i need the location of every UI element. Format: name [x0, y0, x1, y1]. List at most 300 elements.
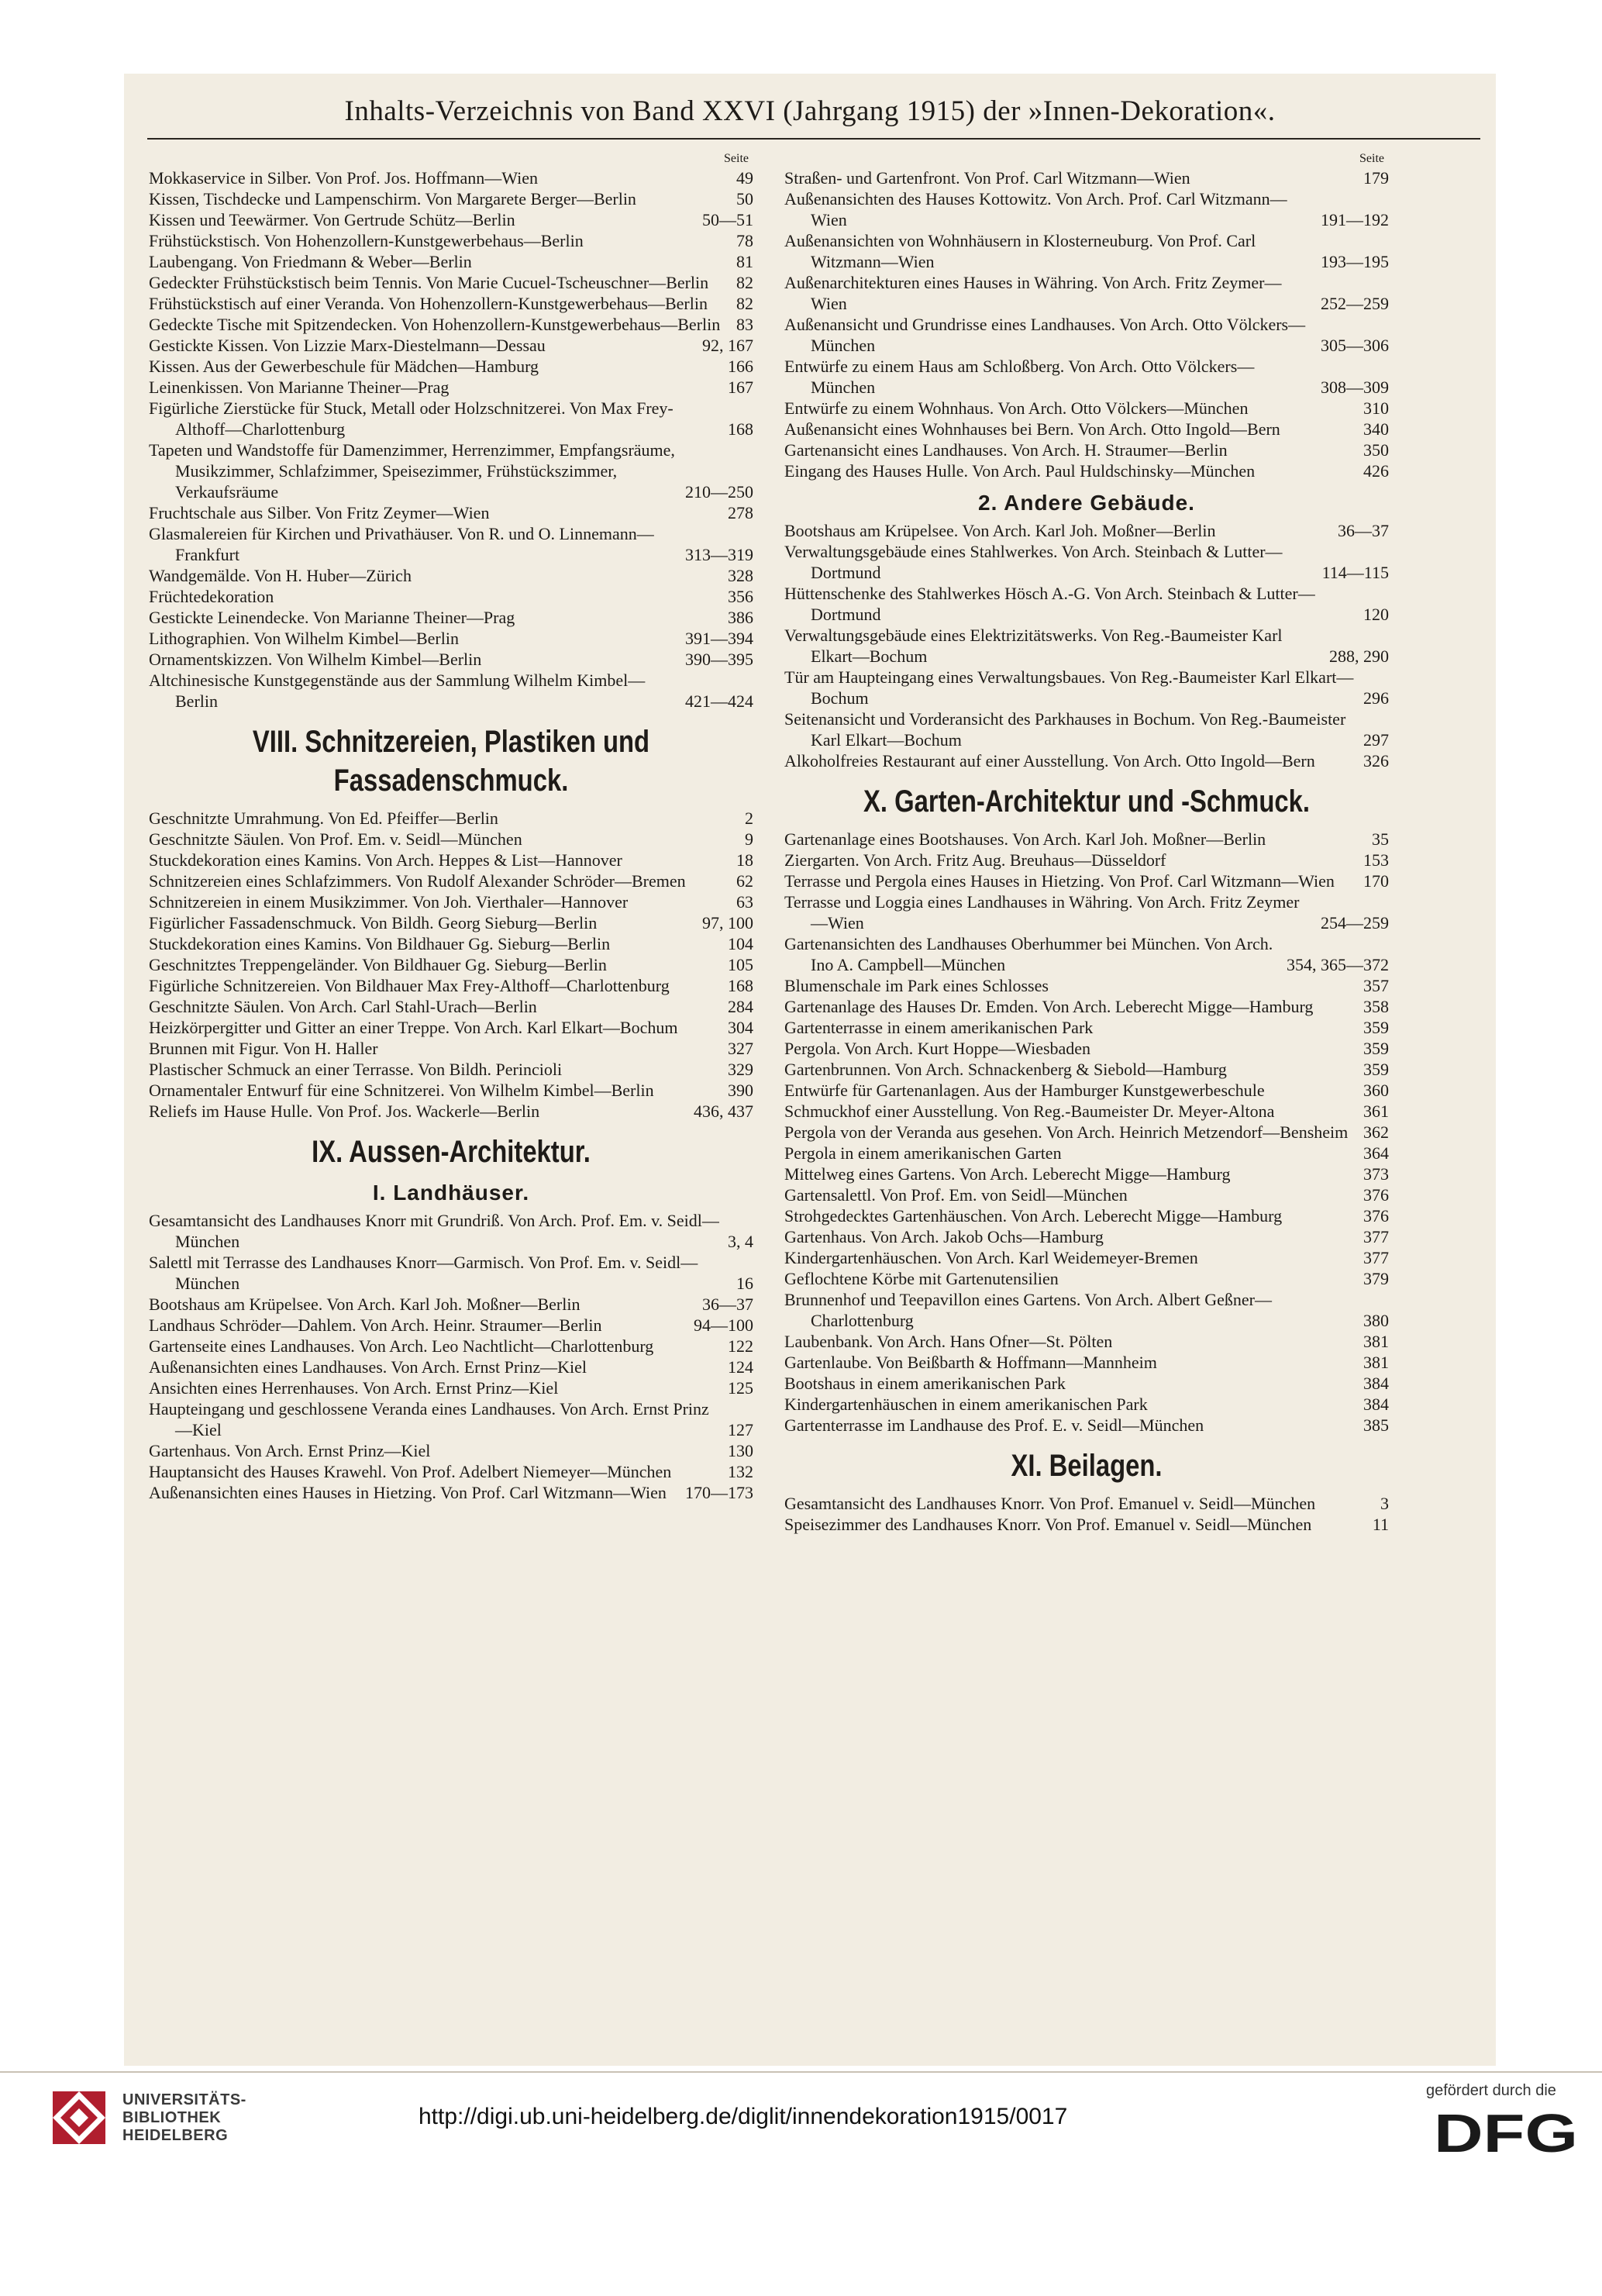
entry-page: 391—394 [685, 629, 753, 648]
right-column [784, 152, 1389, 1535]
entry-title: Straßen- und Gartenfront. Von Prof. Carl Witzmann—Wien [784, 168, 1190, 188]
entry-title: Mittelweg eines Gartens. Von Arch. Leberecht Migge—Hamburg [784, 1164, 1231, 1184]
entry-page: 385 [1363, 1415, 1389, 1435]
toc-entry [784, 520, 1389, 541]
toc-entry [149, 1080, 753, 1101]
entry-title: Verwaltungsgebäude eines Stahlwerkes. Von Arch. Steinbach & Lutter—Dortmund [784, 542, 1283, 582]
entry-title: Plastischer Schmuck an einer Terrasse. Von Bildh. Perincioli [149, 1060, 563, 1079]
entry-title: Kissen und Teewärmer. Von Gertrude Schütz—Berlin [149, 210, 515, 229]
entry-title: Außenansicht und Grundrisse eines Landhauses. Von Arch. Otto Völckers—München [784, 315, 1306, 355]
entry-page: 328 [728, 566, 753, 585]
toc-entry [784, 583, 1389, 625]
toc-entry [149, 1017, 753, 1038]
entry-page: 62 [736, 871, 753, 891]
entry-title: Kindergartenhäuschen in einem amerikanischen Park [784, 1394, 1148, 1414]
entry-title: Gartenansicht eines Landhauses. Von Arch. H. Straumer—Berlin [784, 440, 1228, 460]
entry-page: 359 [1363, 1039, 1389, 1058]
toc-entry [784, 1373, 1389, 1394]
entry-title: Kissen, Tischdecke und Lampenschirm. Von Margarete Berger—Berlin [149, 189, 636, 209]
toc-entry [149, 933, 753, 954]
entry-page: 3, 4 [728, 1232, 753, 1251]
entry-title: Geflochtene Körbe mit Gartenutensilien [784, 1269, 1059, 1288]
entry-title: Ornamentaler Entwurf für eine Schnitzerei. Von Wilhelm Kimbel—Berlin [149, 1081, 654, 1100]
toc-entry [149, 586, 753, 607]
toc-entry [149, 954, 753, 975]
entry-title: Blumenschale im Park eines Schlosses [784, 976, 1049, 995]
entry-list [149, 167, 753, 712]
toc-entry [784, 850, 1389, 870]
entry-title: Alkoholfreies Restaurant auf einer Ausstellung. Von Arch. Otto Ingold—Bern [784, 751, 1315, 771]
entry-title: Außenansichten eines Landhauses. Von Arch. Ernst Prinz—Kiel [149, 1357, 587, 1377]
entry-page: 380 [1363, 1311, 1389, 1330]
toc-entry [149, 975, 753, 996]
toc-entry [784, 1059, 1389, 1080]
entry-page: 308—309 [1321, 377, 1389, 397]
entry-title: Gedeckte Tische mit Spitzendecken. Von Hohenzollern-Kunstgewerbehaus—Berlin [149, 315, 721, 334]
entry-page: 377 [1363, 1248, 1389, 1267]
entry-page: 167 [728, 377, 753, 397]
entry-title: Laubenbank. Von Arch. Hans Ofner—St. Pölten [784, 1332, 1113, 1351]
entry-title: Glasmalereien für Kirchen und Privathäuser. Von R. und O. Linnemann—Frankfurt [149, 524, 654, 564]
library-name [122, 2091, 246, 2145]
entry-title: Außenansichten des Hauses Kottowitz. Von Arch. Prof. Carl Witzmann—Wien [784, 189, 1287, 229]
entry-page: 364 [1363, 1143, 1389, 1163]
toc-entry [784, 1226, 1389, 1247]
entry-page: 120 [1363, 605, 1389, 624]
entry-title: Hauptansicht des Hauses Krawehl. Von Prof. Adelbert Niemeyer—München [149, 1462, 672, 1481]
toc-entry [149, 1315, 753, 1336]
toc-entry [149, 167, 753, 188]
entry-page: 357 [1363, 976, 1389, 995]
toc-entry [149, 1440, 753, 1461]
toc-entry [784, 460, 1389, 481]
entry-title: Stuckdekoration eines Kamins. Von Arch. Heppes & List—Hannover [149, 850, 622, 870]
entry-page: 278 [728, 503, 753, 522]
entry-page: 114—115 [1321, 563, 1389, 582]
entry-page: 359 [1363, 1018, 1389, 1037]
entry-page: 193—195 [1321, 252, 1389, 271]
entry-title: Schnitzereien in einem Musikzimmer. Von Joh. Vierthaler—Hannover [149, 892, 629, 912]
entry-page: 376 [1363, 1185, 1389, 1205]
entry-page: 297 [1363, 730, 1389, 750]
entry-title: Reliefs im Hause Hulle. Von Prof. Jos. Wackerle—Berlin [149, 1101, 540, 1121]
entry-title: Haupteingang und geschlossene Veranda eines Landhauses. Von Arch. Ernst Prinz—Kiel [149, 1399, 709, 1439]
entry-page: 132 [728, 1462, 753, 1481]
toc-entry [149, 398, 753, 440]
entry-title: Ornamentskizzen. Von Wilhelm Kimbel—Berlin [149, 650, 482, 669]
toc-entry [149, 1059, 753, 1080]
toc-entry [149, 502, 753, 523]
toc-entry [149, 272, 753, 293]
entry-page: 362 [1363, 1122, 1389, 1142]
entry-page: 153 [1363, 850, 1389, 870]
entry-title: Laubengang. Von Friedmann & Weber—Berlin [149, 252, 472, 271]
entry-page: 252—259 [1321, 294, 1389, 313]
entry-page: 170—173 [685, 1483, 753, 1502]
entry-title: Pergola von der Veranda aus gesehen. Von Arch. Heinrich Metzendorf—Bensheim [784, 1122, 1349, 1142]
toc-entry [784, 1205, 1389, 1226]
toc-entry [784, 230, 1389, 272]
toc-entry [784, 1394, 1389, 1415]
entry-page: 3 [1380, 1494, 1389, 1513]
toc-entry [149, 1377, 753, 1398]
library-line: BIBLIOTHEK [122, 2109, 222, 2126]
subsection-title: I. Landhäuser. [372, 1181, 530, 1205]
entry-title: Tapeten und Wandstoffe für Damenzimmer, Herrenzimmer, Empfangsräume, Musikzimmer, Schlafzimmer, Speisezimmer, Frühstückszimmer, Verkaufsräume [149, 440, 675, 502]
entry-page: 381 [1363, 1332, 1389, 1351]
toc-entry [149, 251, 753, 272]
entry-page: 384 [1363, 1394, 1389, 1414]
entry-page: 361 [1363, 1101, 1389, 1121]
entry-title: Lithographien. Von Wilhelm Kimbel—Berlin [149, 629, 459, 648]
entry-title: Pergola. Von Arch. Kurt Hoppe—Wiesbaden [784, 1039, 1091, 1058]
entry-page: 127 [728, 1420, 753, 1439]
entry-title: Heizkörpergitter und Gitter an einer Treppe. Von Arch. Karl Elkart—Bochum [149, 1018, 678, 1037]
toc-entry [149, 377, 753, 398]
entry-page: 359 [1363, 1060, 1389, 1079]
toc-entry [149, 188, 753, 209]
entry-page: 168 [728, 419, 753, 439]
toc-entry [784, 996, 1389, 1017]
entry-title: Gestickte Kissen. Von Lizzie Marx-Diestelmann—Dessau [149, 336, 546, 355]
entry-title: Speisezimmer des Landhauses Knorr. Von Prof. Emanuel v. Seidl—München [784, 1515, 1312, 1534]
entry-page: 377 [1363, 1227, 1389, 1246]
toc-entry [784, 829, 1389, 850]
entry-title: Eingang des Hauses Hulle. Von Arch. Paul Huldschinsky—München [784, 461, 1256, 481]
entry-page: 36—37 [702, 1295, 753, 1314]
toc-entry [784, 667, 1389, 708]
entry-page: 354, 365—372 [1287, 955, 1389, 974]
entry-title: Geschnitzte Säulen. Von Arch. Carl Stahl-Urach—Berlin [149, 997, 537, 1016]
toc-entry [784, 1352, 1389, 1373]
toc-entry [784, 1493, 1389, 1514]
entry-page: 92, 167 [702, 336, 753, 355]
entry-title: Altchinesische Kunstgegenstände aus der Sammlung Wilhelm Kimbel—Berlin [149, 671, 646, 711]
entry-page: 2 [745, 808, 753, 828]
section-title: XI. Beilagen. [1011, 1449, 1163, 1483]
entry-title: Entwürfe für Gartenanlagen. Aus der Hamburger Kunstgewerbeschule [784, 1081, 1265, 1100]
toc-entry [149, 829, 753, 850]
seite-label: Seite [724, 152, 749, 165]
entry-list [784, 829, 1389, 1436]
toc-entry [149, 1336, 753, 1357]
toc-entry [784, 1122, 1389, 1143]
entry-title: Brunnen mit Figur. Von H. Haller [149, 1039, 378, 1058]
entry-title: Stuckdekoration eines Kamins. Von Bildhauer Gg. Sieburg—Berlin [149, 934, 611, 953]
entry-page: 384 [1363, 1374, 1389, 1393]
toc-entry [784, 272, 1389, 314]
entry-title: Entwürfe zu einem Wohnhaus. Von Arch. Otto Völckers—München [784, 398, 1249, 418]
entry-page: 97, 100 [702, 913, 753, 933]
toc-entry [784, 891, 1389, 933]
entry-page: 50—51 [702, 210, 753, 229]
toc-entry [784, 1514, 1389, 1535]
entry-page: 50 [736, 189, 753, 209]
entry-page: 304 [728, 1018, 753, 1037]
entry-title: Hüttenschenke des Stahlwerkes Hösch A.-G. Von Arch. Steinbach & Lutter—Dortmund [784, 584, 1315, 624]
entry-title: Figürliche Zierstücke für Stuck, Metall oder Holzschnitzerei. Von Max Frey-Althoff—Charlottenburg [149, 398, 674, 439]
entry-title: Gartenbrunnen. Von Arch. Schnackenberg & Siebold—Hamburg [784, 1060, 1227, 1079]
entry-title: Gartensalettl. Von Prof. Em. von Seidl—München [784, 1185, 1128, 1205]
left-column [149, 152, 753, 1503]
entry-page: 305—306 [1321, 336, 1389, 355]
toc-entry [149, 314, 753, 335]
entry-page: 36—37 [1338, 521, 1389, 540]
toc-entry [784, 1164, 1389, 1184]
entry-title: Außenansichten von Wohnhäusern in Klosterneuburg. Von Prof. Carl Witzmann—Wien [784, 231, 1256, 271]
entry-page: 373 [1363, 1164, 1389, 1184]
toc-entry [784, 188, 1389, 230]
toc-entry [784, 975, 1389, 996]
entry-title: Frühstückstisch. Von Hohenzollern-Kunstgewerbehaus—Berlin [149, 231, 584, 250]
entry-page: 326 [1363, 751, 1389, 771]
entry-page: 327 [728, 1039, 753, 1058]
entry-page: 379 [1363, 1269, 1389, 1288]
entry-page: 166 [728, 357, 753, 376]
entry-page: 179 [1363, 168, 1389, 188]
toc-entry [784, 933, 1389, 975]
source-url-link[interactable]: http://digi.ub.uni-heidelberg.de/diglit/innendekoration1915/0017 [419, 2104, 1068, 2129]
entry-title: Bootshaus am Krüpelsee. Von Arch. Karl Joh. Moßner—Berlin [149, 1295, 581, 1314]
entry-title: Gestickte Leinendecke. Von Marianne Theiner—Prag [149, 608, 515, 627]
toc-entry [149, 1294, 753, 1315]
entry-title: Terrasse und Loggia eines Landhauses in Währing. Von Arch. Fritz Zeymer—Wien [784, 892, 1300, 933]
toc-entry [784, 314, 1389, 356]
entry-page: 381 [1363, 1353, 1389, 1372]
library-line: UNIVERSITÄTS- [122, 2091, 246, 2108]
entry-page: 340 [1363, 419, 1389, 439]
entry-title: Bootshaus am Krüpelsee. Von Arch. Karl Joh. Moßner—Berlin [784, 521, 1216, 540]
entry-title: Wandgemälde. Von H. Huber—Zürich [149, 566, 412, 585]
entry-title: Gartenansichten des Landhauses Oberhummer bei München. Von Arch. Ino A. Campbell—München [784, 934, 1273, 974]
entry-title: Gartenterrasse im Landhause des Prof. E. v. Seidl—München [784, 1415, 1204, 1435]
toc-entry [784, 870, 1389, 891]
entry-page: 356 [728, 587, 753, 606]
toc-entry [149, 870, 753, 891]
toc-entry [784, 1415, 1389, 1436]
entry-page: 16 [736, 1274, 753, 1293]
entry-title: Bootshaus in einem amerikanischen Park [784, 1374, 1066, 1393]
entry-title: Mokkaservice in Silber. Von Prof. Jos. Hoffmann—Wien [149, 168, 539, 188]
entry-title: Figürliche Schnitzereien. Von Bildhauer Max Frey-Althoff—Charlottenburg [149, 976, 670, 995]
toc-entry [784, 625, 1389, 667]
entry-title: Fruchtschale aus Silber. Von Fritz Zeymer—Wien [149, 503, 490, 522]
toc-entry [784, 1331, 1389, 1352]
entry-page: 63 [736, 892, 753, 912]
entry-page: 390—395 [685, 650, 753, 669]
entry-title: Schmuckhof einer Ausstellung. Von Reg.-Baumeister Dr. Meyer-Altona [784, 1101, 1275, 1121]
entry-title: Geschnitzte Umrahmung. Von Ed. Pfeiffer—Berlin [149, 808, 498, 828]
toc-entry [784, 440, 1389, 460]
entry-title: Leinenkissen. Von Marianne Theiner—Prag [149, 377, 450, 397]
entry-title: Salettl mit Terrasse des Landhauses Knorr—Garmisch. Von Prof. Em. v. Seidl—München [149, 1253, 698, 1293]
entry-page: 170 [1363, 871, 1389, 891]
toc-entry [149, 850, 753, 870]
library-seal-icon [48, 2087, 110, 2149]
entry-list [149, 808, 753, 1122]
toc-entry [149, 356, 753, 377]
entry-page: 35 [1372, 829, 1389, 849]
toc-entry [149, 1357, 753, 1377]
entry-title: Außenarchitekturen eines Hauses in Währing. Von Arch. Fritz Zeymer—Wien [784, 273, 1282, 313]
toc-entry [149, 1101, 753, 1122]
entry-title: Gartenseite eines Landhauses. Von Arch. Leo Nachtlicht—Charlottenburg [149, 1336, 654, 1356]
entry-title: Gartenanlage eines Bootshauses. Von Arch. Karl Joh. Moßner—Berlin [784, 829, 1266, 849]
toc-entry [784, 1038, 1389, 1059]
entry-page: 94—100 [694, 1315, 753, 1335]
dfg-logo-text: DFG [1434, 2107, 1578, 2156]
toc-entry [149, 293, 753, 314]
entry-page: 390 [728, 1081, 753, 1100]
entry-page: 9 [745, 829, 753, 849]
entry-list [784, 167, 1389, 481]
entry-page: 124 [728, 1357, 753, 1377]
toc-entry [784, 1080, 1389, 1101]
entry-page: 284 [728, 997, 753, 1016]
entry-page: 288, 290 [1329, 646, 1389, 666]
section-title: X. Garten-Architektur und -Schmuck. [863, 784, 1310, 819]
entry-page: 313—319 [685, 545, 753, 564]
toc-entry [784, 356, 1389, 398]
toc-entry [784, 1143, 1389, 1164]
toc-entry [149, 996, 753, 1017]
entry-page: 81 [736, 252, 753, 271]
toc-entry [784, 419, 1389, 440]
entry-page: 358 [1363, 997, 1389, 1016]
entry-page: 78 [736, 231, 753, 250]
toc-entry [784, 541, 1389, 583]
subsection-title: 2. Andere Gebäude. [978, 491, 1195, 515]
toc-entry [149, 808, 753, 829]
entry-title: Brunnenhof und Teepavillon eines Gartens. Von Arch. Albert Geßner—Charlottenburg [784, 1290, 1272, 1330]
entry-title: Gedeckter Frühstückstisch beim Tennis. Von Marie Cucuel-Tscheuschner—Berlin [149, 273, 709, 292]
section-title: IX. Aussen-Architektur. [312, 1135, 591, 1169]
entry-page: 168 [728, 976, 753, 995]
entry-page: 421—424 [685, 691, 753, 711]
toc-entry [149, 1210, 753, 1252]
entry-page: 360 [1363, 1081, 1389, 1100]
entry-title: Gartenlaube. Von Beißbarth & Hoffmann—Mannheim [784, 1353, 1157, 1372]
toc-entry [149, 670, 753, 712]
entry-page: 436, 437 [694, 1101, 753, 1121]
toc-entry [149, 565, 753, 586]
entry-title: Frühstückstisch auf einer Veranda. Von Hohenzollern-Kunstgewerbehaus—Berlin [149, 294, 708, 313]
entry-title: Landhaus Schröder—Dahlem. Von Arch. Heinr. Straumer—Berlin [149, 1315, 602, 1335]
toc-entry [149, 1461, 753, 1482]
entry-page: 82 [736, 273, 753, 292]
toc-entry [149, 912, 753, 933]
entry-title: Außenansichten eines Hauses in Hietzing. Von Prof. Carl Witzmann—Wien [149, 1483, 667, 1502]
entry-page: 82 [736, 294, 753, 313]
entry-title: Tür am Haupteingang eines Verwaltungsbaues. Von Reg.-Baumeister Karl Elkart—Bochum [784, 667, 1354, 708]
toc-entry [149, 523, 753, 565]
toc-entry [784, 1184, 1389, 1205]
entry-title: Figürlicher Fassadenschmuck. Von Bildh. Georg Sieburg—Berlin [149, 913, 598, 933]
entry-title: Außenansicht eines Wohnhauses bei Bern. Von Arch. Otto Ingold—Bern [784, 419, 1280, 439]
toc-entry [784, 1289, 1389, 1331]
entry-title: Gartenhaus. Von Arch. Ernst Prinz—Kiel [149, 1441, 431, 1460]
entry-page: 122 [728, 1336, 753, 1356]
entry-title: Kindergartenhäuschen. Von Arch. Karl Weidemeyer-Bremen [784, 1248, 1198, 1267]
entry-page: 386 [728, 608, 753, 627]
page-header: Inhalts-Verzeichnis von Band XXVI (Jahrgang 1915) der »Innen-Dekoration«. [344, 95, 1276, 127]
entry-page: 125 [728, 1378, 753, 1398]
entry-title: Früchtedekoration [149, 587, 274, 606]
library-line: HEIDELBERG [122, 2127, 229, 2144]
entry-page: 105 [728, 955, 753, 974]
toc-entry [784, 1247, 1389, 1268]
entry-title: Entwürfe zu einem Haus am Schloßberg. Von Arch. Otto Völckers—München [784, 357, 1255, 397]
entry-page: 310 [1363, 398, 1389, 418]
entry-list [149, 1210, 753, 1503]
section-title: VIII. Schnitzereien, Plastiken und Fassadenschmuck. [252, 725, 650, 798]
toc-entry [149, 891, 753, 912]
entry-page: 83 [736, 315, 753, 334]
toc-entry [149, 1252, 753, 1294]
entry-page: 18 [736, 850, 753, 870]
entry-title: Kissen. Aus der Gewerbeschule für Mädchen—Hamburg [149, 357, 539, 376]
entry-list [784, 1493, 1389, 1535]
entry-page: 49 [736, 168, 753, 188]
entry-title: Ziergarten. Von Arch. Fritz Aug. Breuhaus—Düsseldorf [784, 850, 1166, 870]
footer-rule [0, 2071, 1602, 2073]
entry-title: Gartenterrasse in einem amerikanischen Park [784, 1018, 1094, 1037]
toc-entry [149, 628, 753, 649]
entry-page: 350 [1363, 440, 1389, 460]
toc-entry [149, 1038, 753, 1059]
entry-title: Seitenansicht und Vorderansicht des Parkhauses in Bochum. Von Reg.-Baumeister Karl Elkart—Bochum [784, 709, 1346, 750]
toc-entry [149, 335, 753, 356]
toc-entry [784, 167, 1389, 188]
entry-title: Verwaltungsgebäude eines Elektrizitätswerks. Von Reg.-Baumeister Karl Elkart—Bochum [784, 626, 1283, 666]
dfg-logo[interactable] [1434, 2107, 1581, 2156]
entry-title: Schnitzereien eines Schlafzimmers. Von Rudolf Alexander Schröder—Bremen [149, 871, 686, 891]
toc-entry [784, 750, 1389, 771]
toc-entry [149, 649, 753, 670]
toc-entry [149, 1398, 753, 1440]
header-rule [147, 138, 1480, 140]
entry-title: Gesamtansicht des Landhauses Knorr. Von Prof. Emanuel v. Seidl—München [784, 1494, 1316, 1513]
toc-entry [784, 1268, 1389, 1289]
entry-title: Terrasse und Pergola eines Hauses in Hietzing. Von Prof. Carl Witzmann—Wien [784, 871, 1335, 891]
toc-entry [149, 1482, 753, 1503]
toc-entry [149, 607, 753, 628]
entry-title: Geschnitztes Treppengeländer. Von Bildhauer Gg. Sieburg—Berlin [149, 955, 607, 974]
entry-page: 329 [728, 1060, 753, 1079]
entry-page: 130 [728, 1441, 753, 1460]
entry-page: 210—250 [685, 482, 753, 502]
entry-title: Gesamtansicht des Landhauses Knorr mit Grundriß. Von Arch. Prof. Em. v. Seidl—München [149, 1211, 719, 1251]
toc-entry [149, 230, 753, 251]
funding-caption: gefördert durch die [1426, 2082, 1556, 2099]
entry-page: 11 [1372, 1515, 1389, 1534]
entry-title: Strohgedecktes Gartenhäuschen. Von Arch. Leberecht Migge—Hamburg [784, 1206, 1283, 1226]
toc-entry [784, 708, 1389, 750]
toc-entry [149, 209, 753, 230]
toc-entry [784, 1101, 1389, 1122]
entry-page: 296 [1363, 688, 1389, 708]
entry-title: Geschnitzte Säulen. Von Prof. Em. v. Seidl—München [149, 829, 522, 849]
toc-entry [784, 1017, 1389, 1038]
entry-page: 376 [1363, 1206, 1389, 1226]
entry-page: 426 [1363, 461, 1389, 481]
library-logo[interactable] [48, 2087, 405, 2149]
entry-page: 191—192 [1321, 210, 1389, 229]
toc-entry [149, 440, 753, 502]
toc-entry [784, 398, 1389, 419]
entry-title: Gartenhaus. Von Arch. Jakob Ochs—Hamburg [784, 1227, 1104, 1246]
entry-list [784, 520, 1389, 771]
